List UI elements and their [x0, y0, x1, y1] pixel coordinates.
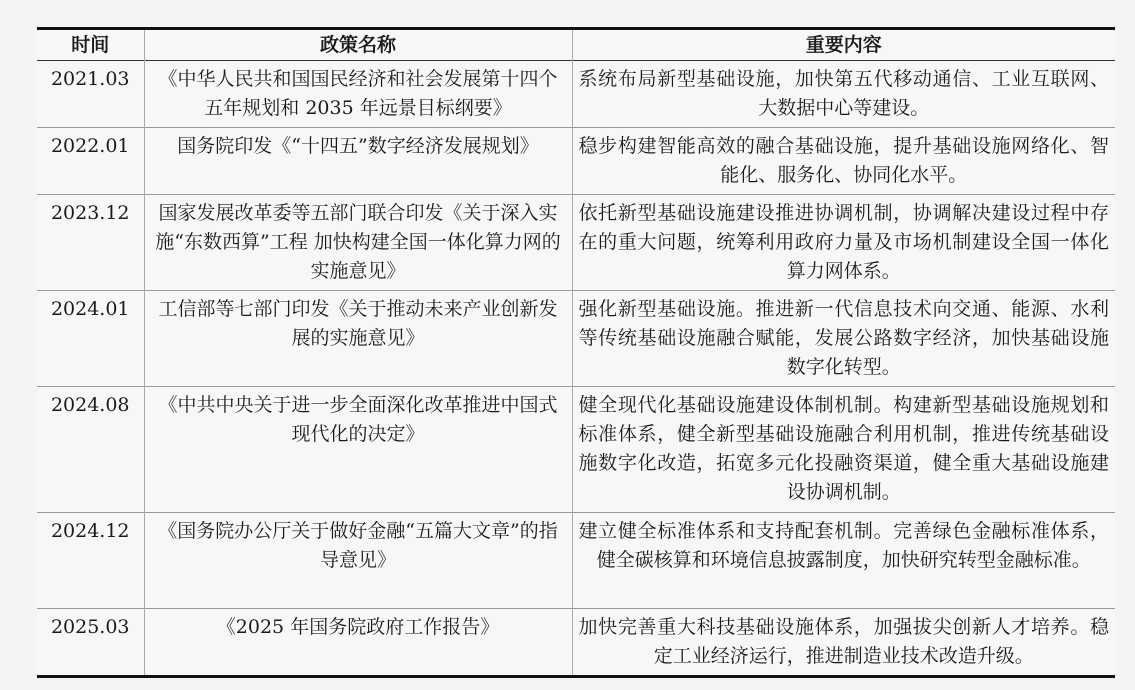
table-row [37, 609, 1115, 677]
cell-content: 稳步构建智能高效的融合基础设施，提升基础设施网络化、智能化、服务化、协同化水平。 [572, 128, 1115, 195]
cell-content: 健全现代化基础设施建设体制机制。构建新型基础设施规划和标准体系，健全新型基础设施融合利用机制，推进传统基础设施数字化改造，拓宽多元化投融资渠道，健全重大基础设施建设协调机制。 [572, 387, 1115, 513]
cell-time: 2024.12 [50, 520, 130, 542]
cell-policy-name: 工信部等七部门印发《关于推动未来产业创新发展的实施意见》 [144, 291, 572, 387]
cell-content: 加快完善重大科技基础设施体系，加强拔尖创新人才培养。稳定工业经济运行，推进制造业技术改造升级。 [572, 609, 1115, 677]
cell-time: 2024.08 [50, 394, 130, 416]
cell-content: 依托新型基础设施建设推进协调机制，协调解决建设过程中存在的重大问题，统筹利用政府力量及市场机制建设全国一体化算力网体系。 [572, 195, 1115, 291]
table-row [37, 195, 1115, 291]
cell-content: 系统布局新型基础设施，加快第五代移动通信、工业互联网、大数据中心等建设。 [572, 61, 1115, 128]
table-row [37, 61, 1115, 128]
header-policy-name: 政策名称 [144, 29, 572, 61]
policy-table [37, 27, 1115, 678]
cell-policy-name: 《中华人民共和国国民经济和社会发展第十四个五年规划和 2035 年远景目标纲要》 [144, 61, 572, 128]
cell-content: 建立健全标准体系和支持配套机制。完善绿色金融标准体系，健全碳核算和环境信息披露制度，加快研究转型金融标准。 [572, 513, 1115, 609]
cell-policy-name: 《中共中央关于进一步全面深化改革推进中国式现代化的决定》 [144, 387, 572, 513]
cell-time: 2024.01 [50, 298, 130, 320]
cell-policy-name: 国务院印发《“十四五”数字经济发展规划》 [144, 128, 572, 195]
table-header-row [37, 29, 1115, 61]
cell-content: 强化新型基础设施。推进新一代信息技术向交通、能源、水利等传统基础设施融合赋能，发展公路数字经济，加快基础设施数字化转型。 [572, 291, 1115, 387]
header-content: 重要内容 [572, 29, 1115, 61]
cell-time: 2022.01 [50, 135, 130, 157]
cell-policy-name: 《国务院办公厅关于做好金融“五篇大文章”的指导意见》 [144, 513, 572, 609]
cell-time: 2023.12 [50, 202, 130, 224]
table-row [37, 387, 1115, 513]
cell-policy-name: 《2025 年国务院政府工作报告》 [144, 609, 572, 677]
table-row [37, 128, 1115, 195]
table-row [37, 291, 1115, 387]
cell-policy-name: 国家发展改革委等五部门联合印发《关于深入实施“东数西算”工程 加快构建全国一体化算力网的实施意见》 [144, 195, 572, 291]
cell-time: 2025.03 [50, 616, 130, 638]
header-time: 时间 [71, 33, 110, 56]
table-row [37, 513, 1115, 609]
cell-time: 2021.03 [50, 68, 130, 90]
